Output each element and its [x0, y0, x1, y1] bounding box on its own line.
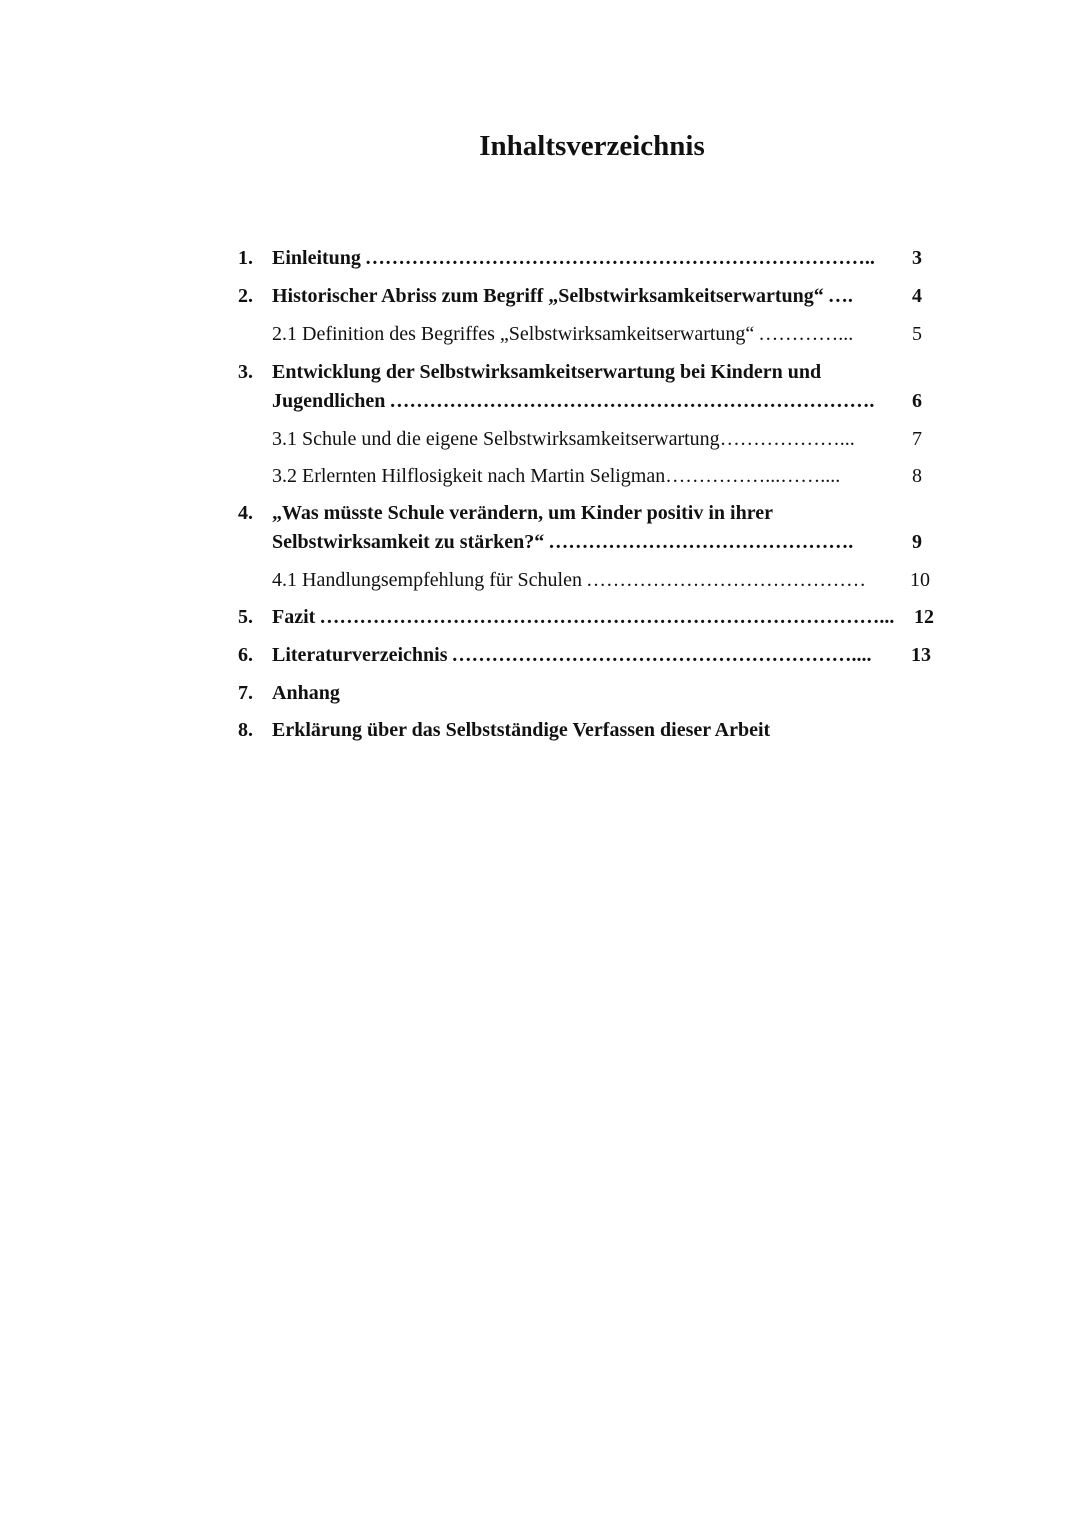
- toc-entry-anhang[interactable]: [238, 679, 922, 707]
- toc-entry-number: 8.: [238, 719, 253, 741]
- toc-entry-title: Erklärung über das Selbstständige Verfassen dieser Arbeit: [272, 719, 771, 741]
- toc-page-number: 7: [912, 428, 922, 450]
- toc-dot-leader: ……………………………………………………………….: [389, 390, 875, 412]
- toc-entry-title: Entwicklung der Selbstwirksamkeitserwartung bei Kindern und: [272, 361, 822, 383]
- toc-entry-title: „Was müsste Schule verändern, um Kinder positiv in ihrer: [272, 502, 773, 524]
- toc-entry-number: 2.: [238, 285, 253, 307]
- toc-entry-number: 1.: [238, 247, 253, 269]
- toc-entry-number: 6.: [238, 644, 253, 666]
- toc-entry-selbstwirksamkeit-staerken[interactable]: [238, 528, 922, 556]
- toc-dot-leader: ……………...……....: [665, 465, 841, 487]
- toc-entry-was-muesste-schule[interactable]: [238, 499, 922, 527]
- toc-dot-leader: ………………...: [719, 428, 855, 450]
- toc-dot-leader: …………………………………………………………………………...: [319, 606, 895, 628]
- toc-entry-number: 4.: [238, 502, 253, 524]
- page-title: Inhaltsverzeichnis: [479, 130, 705, 162]
- toc-entry-number: 5.: [238, 606, 253, 628]
- toc-entry-number: 3.: [238, 361, 253, 383]
- toc-entry-title: 3.1 Schule und die eigene Selbstwirksamkeitserwartung: [272, 428, 720, 450]
- toc-entry-title: Literaturverzeichnis: [272, 644, 448, 666]
- toc-entry-number: 7.: [238, 682, 253, 704]
- toc-entry-definition[interactable]: [238, 320, 922, 348]
- toc-dot-leader: …………...: [758, 323, 854, 345]
- toc-entry-title: Einleitung: [272, 247, 361, 269]
- toc-page-number: 4: [912, 285, 922, 307]
- toc-entry-title: 4.1 Handlungsempfehlung für Schulen: [272, 569, 582, 591]
- toc-entry-erklaerung[interactable]: [238, 716, 922, 744]
- toc-entry-handlungsempfehlung[interactable]: [238, 566, 930, 594]
- toc-dot-leader: ….: [827, 285, 853, 307]
- toc-page-number: 8: [912, 465, 922, 487]
- toc-entry-literaturverzeichnis[interactable]: [238, 641, 931, 669]
- toc-dot-leader: ……………………………………………………....: [451, 644, 872, 666]
- toc-entry-title: Fazit: [272, 606, 316, 628]
- toc-page-number: 10: [910, 569, 930, 591]
- toc-page-number: 13: [911, 644, 931, 666]
- toc-entry-title: 2.1 Definition des Begriffes „Selbstwirksamkeitserwartung“: [272, 323, 755, 345]
- toc-entry-title: Anhang: [272, 682, 340, 704]
- toc-entry-schule[interactable]: [238, 425, 922, 453]
- toc-page-number: 9: [912, 531, 922, 553]
- toc-entry-title: Historischer Abriss zum Begriff „Selbstwirksamkeitserwartung“: [272, 285, 824, 307]
- toc-entry-title: 3.2 Erlernten Hilflosigkeit nach Martin Seligman: [272, 465, 666, 487]
- toc-entry-entwicklung[interactable]: [238, 358, 922, 386]
- toc-dot-leader: ……………………………………….: [548, 531, 854, 553]
- toc-entry-title: Jugendlichen: [272, 390, 386, 412]
- toc-dot-leader: ……………………………………: [585, 569, 866, 591]
- toc-entry-einleitung[interactable]: [238, 244, 922, 272]
- toc-entry-title: Selbstwirksamkeit zu stärken?“: [272, 531, 545, 553]
- toc-entry-fazit[interactable]: [238, 603, 934, 631]
- toc-page-number: 12: [914, 606, 934, 628]
- toc-entry-hilflosigkeit[interactable]: [238, 462, 922, 490]
- toc-page-number: 5: [912, 323, 922, 345]
- toc-page-number: 6: [912, 390, 922, 412]
- toc-dot-leader: …………………………………………………………………..: [364, 247, 875, 269]
- toc-entry-historischer-abriss[interactable]: [238, 282, 922, 310]
- toc-page-number: 3: [912, 247, 922, 269]
- toc-entry-jugendlichen[interactable]: [238, 387, 922, 415]
